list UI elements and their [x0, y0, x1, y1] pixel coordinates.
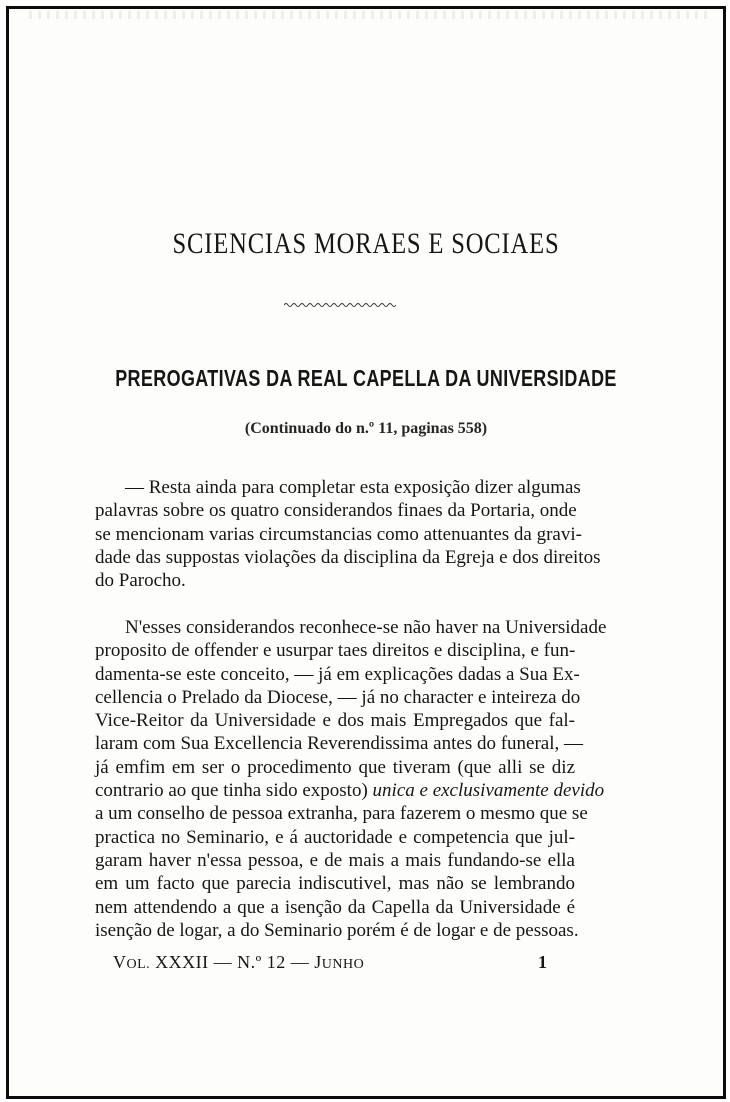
text-line: practica no Seminario, e á auctoridade e competencia que jul-: [95, 826, 575, 848]
text-line: do Parocho.: [95, 570, 186, 592]
section-title: SCIENCIAS MORAES E SOCIAES: [172, 227, 560, 260]
text-line: já emfim em ser o procedimento que tiveram (que alli se diz: [95, 756, 575, 778]
continuation-note: (Continuado do n.º 11, paginas 558): [244, 420, 488, 437]
text-line: em um facto que parecia indiscutivel, mas não se lembrando: [95, 873, 575, 895]
month-smallcaps: UNHO: [321, 957, 365, 972]
text-line: cellencia o Prelado da Diocese, — já no character e inteireza do: [95, 686, 581, 708]
paragraph-1: [95, 476, 601, 592]
page-number: 1: [538, 952, 547, 972]
italic-phrase: unica e exclusivamente devido: [372, 780, 605, 802]
text-segment: contrario ao que tinha sido exposto): [95, 780, 368, 802]
page-frame: [6, 6, 726, 1099]
text-line: nem attendendo a que a isenção da Capella da Universidade é: [95, 896, 575, 918]
text-line: — Resta ainda para completar esta exposição dizer algumas: [125, 477, 581, 498]
text-line: garam haver n'essa pessoa, e de mais a mais fundando-se ella: [95, 849, 575, 871]
article-title: PREROGATIVAS DA REAL CAPELLA DA UNIVERSIDADE: [115, 365, 617, 391]
text-line: se mencionam varias circumstancias como attenuantes da gravi-: [95, 523, 582, 545]
vol-prefix: V: [113, 952, 127, 972]
text-line-with-italic: [95, 779, 605, 802]
text-line: Vice-Reitor da Universidade e dos mais Empregados que fal-: [95, 710, 575, 732]
text-line: isenção de logar, a do Seminario porém é de logar e de pessoas.: [95, 919, 579, 941]
volume-signature: [113, 952, 364, 973]
ornament-divider: [284, 301, 396, 309]
text-line: N'esses considerandos reconhece-se não haver na Universidade: [125, 617, 607, 638]
text-line: palavras sobre os quatro considerandos finaes da Portaria, onde: [95, 500, 577, 522]
text-line: damenta-se este conceito, — já em explicações dadas a Sua Ex-: [95, 663, 580, 685]
text-line: a um conselho de pessoa extranha, para fazerem o mesmo que se: [95, 803, 588, 825]
paragraph-2: [95, 616, 607, 942]
text-line: dade das suppostas violações da disciplina da Egreja e dos direitos: [95, 546, 601, 568]
text-line: laram com Sua Excellencia Reverendissima antes do funeral, —: [95, 733, 584, 755]
vol-smallcaps: OL.: [126, 957, 151, 972]
text-line: proposito de offender e usurpar taes direitos e disciplina, e fun-: [95, 640, 576, 662]
scan-speckle: [29, 11, 709, 19]
vol-rest: XXXII — N.º 12 — J: [150, 952, 322, 972]
